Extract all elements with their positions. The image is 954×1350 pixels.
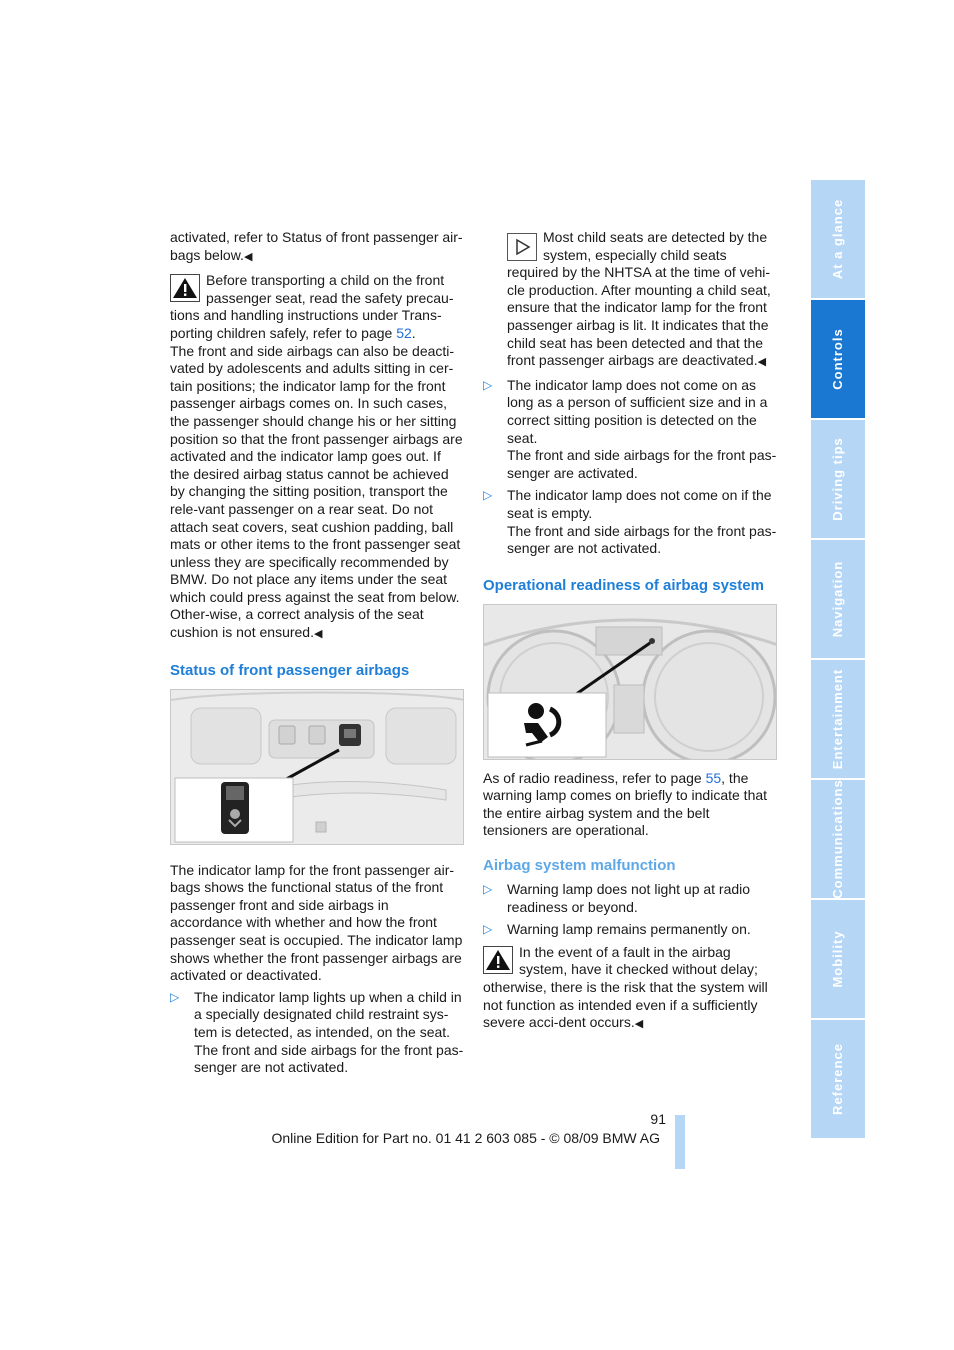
indicator-bullets [170, 989, 464, 1077]
tab-driving-tips[interactable]: Driving tips [811, 420, 865, 538]
readiness-text: As of radio readiness, refer to page 55, the warning lamp comes on briefly to indicate that the entire airbag system and the belt tensioners are operational. [483, 769, 768, 839]
triangle-bullet-icon: ▷ [483, 922, 493, 937]
warning-text: In the event of a fault in the airbag system, have it checked without delay; otherwise, there is the risk that the system will not function as intended even if a sufficiently severe acci-dent occurs.◀ [483, 943, 768, 1031]
child-seat-note [483, 229, 777, 372]
tab-controls[interactable]: Controls [811, 300, 865, 418]
list-item: ▷ Warning lamp remains permanently on. [483, 921, 751, 938]
triangle-bullet-icon: ▷ [170, 989, 180, 1004]
end-mark-icon: ◀ [757, 356, 767, 369]
page-link-55[interactable]: 55 [705, 769, 722, 786]
end-mark-icon: ◀ [634, 1018, 644, 1031]
indicator-description: The indicator lamp for the front passenger air-bags shows the functional status of the front passenger front and side airbags in accordance with whether and how the front passenger seat is occupied. The indicator lamp shows whether the front passenger airbags are activated or deactivated. [170, 861, 463, 984]
malfunction-warning [483, 944, 777, 1034]
right-column [483, 229, 777, 1034]
airbag-warning-lamp-image [483, 604, 777, 760]
tab-entertainment[interactable]: Entertainment [811, 660, 865, 778]
safety-warning [170, 272, 464, 643]
section-tabs [811, 180, 865, 1140]
list-item: ▷ The indicator lamp does not come on as long as a person of sufficient size and in a correct sitting position is detected on the seat. The front and side airbags for the front pas-senger are activated. [483, 376, 777, 481]
page-link-52[interactable]: 52 [396, 324, 412, 341]
intro-text: activated, refer to Status of front passenger air-bags below.◀ [170, 229, 463, 263]
warning-triangle-icon [170, 274, 200, 302]
left-column [170, 229, 464, 1077]
warning-text: Before transporting a child on the front passenger seat, read the safety precau-tions and handling instructions under Trans-porting children safely, refer to page 52. [170, 272, 454, 341]
tab-communications[interactable]: Communications [811, 780, 865, 898]
indicator-status-bullets [483, 377, 777, 558]
warning-paragraph: The front and side airbags can also be deacti-vated by adolescents and adults sitting in cer-tain positions; the indicator lamp for the front passenger airbags comes on. In such cases, the passenger should change his or her sitting position so that the front passenger airbags are activated and the indicator lamp goes out. If the desired airbag status cannot be achieved by changing the sitting position, transport the rele-vant passenger on a rear seat. Do not attach seat covers, seat cushion padding, ball mats or other items to the front passenger seat unless they are specifically recommended by BMW. Do not place any items under the seat which could press against the seat from below. Other-wise, a correct analysis of the seat cushion is not ensured.◀ [170, 342, 463, 641]
page-number: 91 [650, 1111, 666, 1127]
section-heading-status: Status of front passenger airbags [170, 661, 410, 679]
tab-at-a-glance[interactable]: At a glance [811, 180, 865, 298]
instrument-cluster-illustration [484, 605, 777, 760]
malfunction-bullets [483, 881, 777, 939]
tab-reference[interactable]: Reference [811, 1020, 865, 1138]
edition-footer: Online Edition for Part no. 01 41 2 603 085 - © 08/09 BMW AG [271, 1130, 660, 1146]
list-item: ▷ The indicator lamp does not come on if the seat is empty. The front and side airbags for the front pas-senger are not activated. [483, 487, 777, 557]
triangle-bullet-icon: ▷ [483, 882, 493, 897]
section-heading-readiness: Operational readiness of airbag system [483, 576, 764, 594]
end-mark-icon: ◀ [243, 250, 253, 263]
list-item: ▷ The indicator lamp lights up when a child in a specially designated child restraint sys-tem is detected, as intended, on the seat. The front and side airbags for the front pas-senger are not activated. [170, 988, 464, 1076]
section-heading-malfunction: Airbag system malfunction [483, 857, 676, 875]
end-mark-icon: ◀ [313, 628, 323, 641]
overhead-console-illustration [171, 690, 464, 845]
note-arrow-icon [507, 233, 537, 261]
warning-triangle-icon [483, 946, 513, 974]
passenger-airbag-indicator-image [170, 689, 464, 845]
page-marker-bar [675, 1115, 685, 1169]
tab-mobility[interactable]: Mobility [811, 900, 865, 1018]
list-item: ▷ Warning lamp does not light up at radio readiness or beyond. [483, 881, 751, 915]
triangle-bullet-icon: ▷ [483, 377, 493, 392]
triangle-bullet-icon: ▷ [483, 488, 493, 503]
tab-navigation[interactable]: Navigation [811, 540, 865, 658]
note-text: Most child seats are detected by the system, especially child seats required by the NHTSA at the time of vehi-cle production. After mounting a child seat, ensure that the indicator lamp for the front passenger airbag is lit. It indicates that the child seat has been detected and that the front passenger airbags are deactivated.◀ [507, 229, 771, 369]
